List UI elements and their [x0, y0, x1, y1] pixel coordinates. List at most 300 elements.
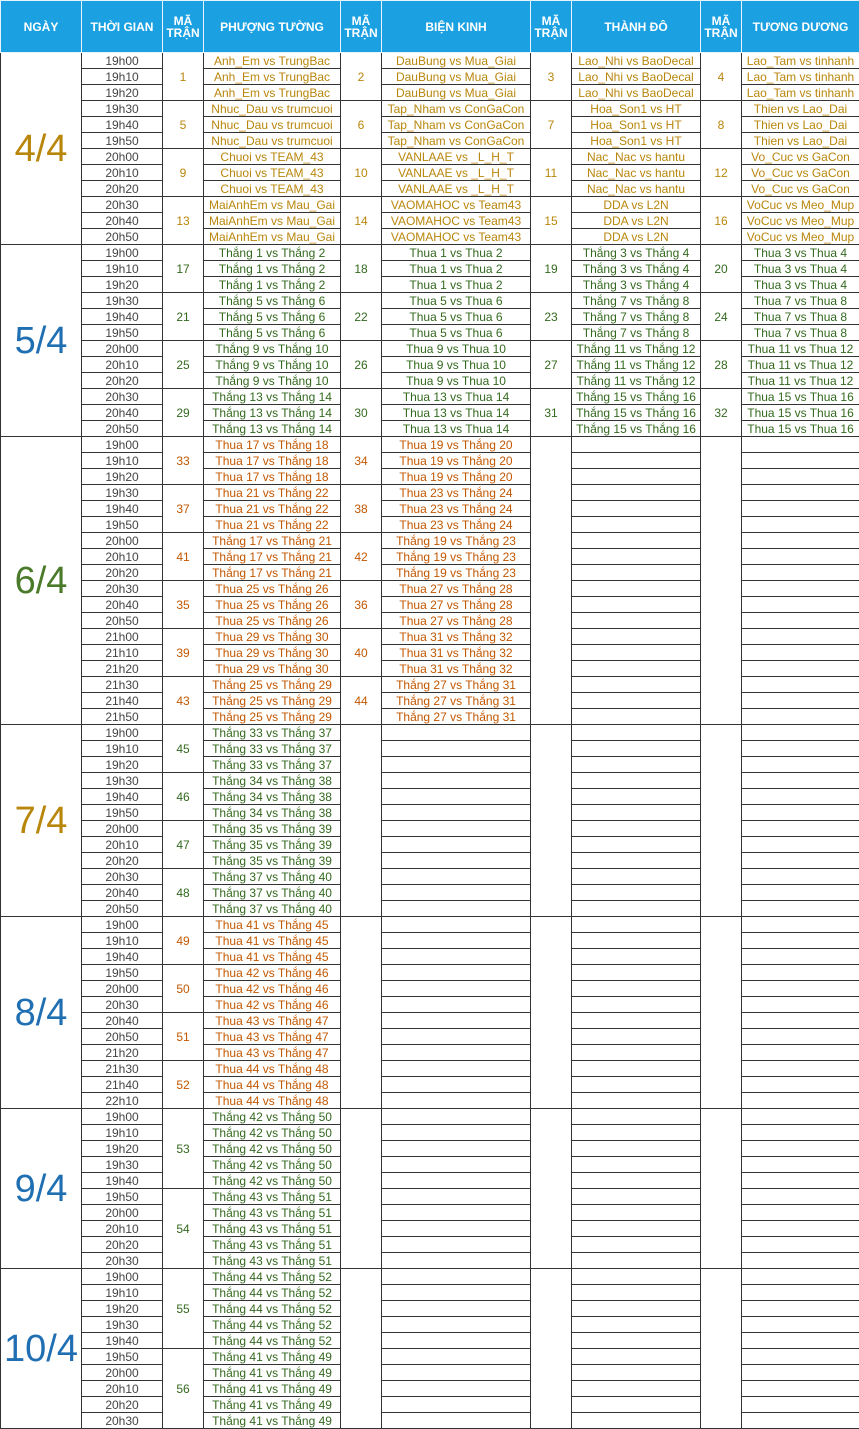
schedule-row	[1, 341, 859, 357]
match-cell	[572, 1077, 701, 1093]
match-cell	[572, 1141, 701, 1157]
match-cell: Thua 1 vs Thua 2	[382, 245, 531, 261]
match-cell: Thắng 44 vs Thắng 52	[204, 1333, 341, 1349]
match-time: 20h20	[82, 1237, 163, 1253]
match-code: 24	[701, 293, 742, 341]
match-cell: Thua 1 vs Thua 2	[382, 277, 531, 293]
match-cell	[572, 933, 701, 949]
match-time: 21h20	[82, 1045, 163, 1061]
match-cell: Thua 9 vs Thua 10	[382, 373, 531, 389]
match-code	[701, 725, 742, 917]
match-cell	[382, 901, 531, 917]
match-cell	[572, 789, 701, 805]
match-cell: Thắng 43 vs Thắng 51	[204, 1253, 341, 1269]
match-cell: Thắng 3 vs Thắng 4	[572, 245, 701, 261]
match-cell: Lao_Tam vs tinhanh	[742, 85, 859, 101]
match-time: 20h10	[82, 165, 163, 181]
match-cell: Thắng 41 vs Thắng 49	[204, 1365, 341, 1381]
match-cell: Thắng 15 vs Thắng 16	[572, 421, 701, 437]
match-time: 19h10	[82, 933, 163, 949]
match-cell: Thắng 27 vs Thắng 31	[382, 693, 531, 709]
schedule-row	[1, 389, 859, 405]
match-cell	[572, 1205, 701, 1221]
match-cell: MaiAnhEm vs Mau_Gai	[204, 229, 341, 245]
match-cell: Thắng 13 vs Thắng 14	[204, 421, 341, 437]
match-time: 19h30	[82, 485, 163, 501]
match-cell	[572, 1189, 701, 1205]
match-time: 20h40	[82, 213, 163, 229]
match-cell	[382, 1125, 531, 1141]
match-cell: Thua 11 vs Thua 12	[742, 373, 859, 389]
match-code	[701, 917, 742, 1109]
match-cell: VAOMAHOC vs Team43	[382, 197, 531, 213]
match-cell: Thua 44 vs Thắng 48	[204, 1061, 341, 1077]
match-code: 16	[701, 197, 742, 245]
match-cell: Thắng 1 vs Thắng 2	[204, 277, 341, 293]
match-cell: Thua 42 vs Thắng 46	[204, 981, 341, 997]
match-cell: DDA vs L2N	[572, 197, 701, 213]
match-cell: Thắng 42 vs Thắng 50	[204, 1173, 341, 1189]
match-code	[341, 725, 382, 917]
match-cell: Thắng 17 vs Thắng 21	[204, 565, 341, 581]
match-cell	[572, 1061, 701, 1077]
match-code: 40	[341, 629, 382, 677]
match-time: 20h10	[82, 1221, 163, 1237]
match-cell	[572, 1397, 701, 1413]
match-code: 51	[163, 1013, 204, 1061]
match-cell: Thắng 33 vs Thắng 37	[204, 741, 341, 757]
schedule-row	[1, 293, 859, 309]
match-code	[701, 437, 742, 725]
match-cell: Tap_Nham vs ConGaCon	[382, 117, 531, 133]
match-cell	[572, 1413, 701, 1429]
match-cell	[572, 1349, 701, 1365]
match-cell: Thua 44 vs Thắng 48	[204, 1093, 341, 1109]
match-cell	[572, 549, 701, 565]
match-time: 19h20	[82, 277, 163, 293]
match-cell	[742, 1269, 859, 1285]
match-cell: Thắng 17 vs Thắng 21	[204, 533, 341, 549]
match-cell: Thắng 3 vs Thắng 4	[572, 261, 701, 277]
match-cell: Thắng 7 vs Thắng 8	[572, 325, 701, 341]
match-cell: Thắng 3 vs Thắng 4	[572, 277, 701, 293]
match-cell: Lao_Nhi vs BaoDecal	[572, 53, 701, 69]
match-cell	[572, 1253, 701, 1269]
match-cell: Thắng 19 vs Thắng 23	[382, 549, 531, 565]
match-cell	[742, 613, 859, 629]
match-cell	[742, 1045, 859, 1061]
match-cell	[382, 789, 531, 805]
match-cell	[382, 757, 531, 773]
schedule-row	[1, 725, 859, 741]
match-cell: VoCuc vs Meo_Mup	[742, 229, 859, 245]
match-cell	[742, 741, 859, 757]
match-cell: Thắng 9 vs Thắng 10	[204, 357, 341, 373]
match-cell	[742, 1141, 859, 1157]
match-cell	[382, 1093, 531, 1109]
match-cell	[742, 917, 859, 933]
match-cell: Thien vs Lao_Dai	[742, 117, 859, 133]
match-cell: Thắng 1 vs Thắng 2	[204, 245, 341, 261]
match-code	[531, 917, 572, 1109]
match-code: 1	[163, 53, 204, 101]
match-time: 20h30	[82, 389, 163, 405]
match-cell	[742, 869, 859, 885]
match-code	[531, 725, 572, 917]
match-cell	[572, 677, 701, 693]
match-code	[531, 437, 572, 725]
match-cell	[742, 1189, 859, 1205]
match-time: 20h40	[82, 885, 163, 901]
match-code	[531, 1109, 572, 1269]
match-cell: Thắng 11 vs Thắng 12	[572, 373, 701, 389]
match-cell: Vo_Cuc vs GaCon	[742, 181, 859, 197]
match-time: 20h00	[82, 341, 163, 357]
match-cell: Lao_Nhi vs BaoDecal	[572, 69, 701, 85]
match-cell	[382, 933, 531, 949]
match-cell	[742, 1093, 859, 1109]
match-time: 19h10	[82, 453, 163, 469]
match-cell	[382, 885, 531, 901]
schedule-row	[1, 101, 859, 117]
match-cell	[742, 837, 859, 853]
match-time: 21h40	[82, 1077, 163, 1093]
match-cell: Chuoi vs TEAM_43	[204, 149, 341, 165]
match-cell	[742, 677, 859, 693]
match-time: 19h00	[82, 1109, 163, 1125]
match-cell: Thắng 15 vs Thắng 16	[572, 389, 701, 405]
match-cell: Thắng 27 vs Thắng 31	[382, 709, 531, 725]
match-cell	[382, 1173, 531, 1189]
match-cell: Thua 42 vs Thắng 46	[204, 965, 341, 981]
match-code: 23	[531, 293, 572, 341]
match-cell	[382, 725, 531, 741]
header-code: MÃ TRẬN	[701, 1, 742, 53]
match-time: 20h00	[82, 1205, 163, 1221]
schedule-row	[1, 437, 859, 453]
match-cell	[572, 597, 701, 613]
match-cell	[742, 629, 859, 645]
match-cell	[742, 1205, 859, 1221]
match-cell: Thắng 9 vs Thắng 10	[204, 373, 341, 389]
match-code: 42	[341, 533, 382, 581]
match-cell	[382, 1141, 531, 1157]
schedule-row	[1, 149, 859, 165]
match-code: 46	[163, 773, 204, 821]
match-cell	[572, 1237, 701, 1253]
match-code: 26	[341, 341, 382, 389]
match-cell: Thua 41 vs Thắng 45	[204, 933, 341, 949]
match-time: 19h50	[82, 133, 163, 149]
match-cell: Thua 13 vs Thua 14	[382, 421, 531, 437]
match-cell	[572, 517, 701, 533]
match-cell: Thua 42 vs Thắng 46	[204, 997, 341, 1013]
match-cell: Thắng 34 vs Thắng 38	[204, 789, 341, 805]
match-cell	[572, 1381, 701, 1397]
match-cell: Thua 27 vs Thắng 28	[382, 581, 531, 597]
match-cell: Thắng 25 vs Thắng 29	[204, 693, 341, 709]
match-time: 19h40	[82, 309, 163, 325]
match-cell: Thắng 44 vs Thắng 52	[204, 1301, 341, 1317]
match-cell	[382, 1029, 531, 1045]
match-cell: Thắng 27 vs Thắng 31	[382, 677, 531, 693]
match-cell: Nac_Nac vs hantu	[572, 165, 701, 181]
match-cell	[572, 469, 701, 485]
match-cell: MaiAnhEm vs Mau_Gai	[204, 213, 341, 229]
schedule-body	[1, 53, 859, 1429]
match-cell: Thắng 44 vs Thắng 52	[204, 1269, 341, 1285]
match-cell	[742, 725, 859, 741]
match-cell	[572, 693, 701, 709]
match-cell: Thua 19 vs Thắng 20	[382, 453, 531, 469]
match-cell	[742, 965, 859, 981]
match-cell: Thắng 5 vs Thắng 6	[204, 293, 341, 309]
match-time: 20h40	[82, 1013, 163, 1029]
header-venue: PHƯỢNG TƯỜNG	[204, 1, 341, 53]
match-cell	[742, 533, 859, 549]
match-cell: Hoa_Son1 vs HT	[572, 133, 701, 149]
match-cell: Chuoi vs TEAM_43	[204, 181, 341, 197]
match-code: 11	[531, 149, 572, 197]
match-cell: Thắng 9 vs Thắng 10	[204, 341, 341, 357]
match-cell	[572, 853, 701, 869]
match-cell: Thua 17 vs Thắng 18	[204, 437, 341, 453]
match-cell	[382, 1413, 531, 1429]
match-cell	[572, 1301, 701, 1317]
match-code: 44	[341, 677, 382, 725]
match-cell: Thắng 34 vs Thắng 38	[204, 773, 341, 789]
match-cell: Lao_Nhi vs BaoDecal	[572, 85, 701, 101]
match-code	[701, 1109, 742, 1269]
match-cell: Thắng 11 vs Thắng 12	[572, 357, 701, 373]
match-cell: Lao_Tam vs tinhanh	[742, 53, 859, 69]
match-cell: Thua 31 vs Thắng 32	[382, 661, 531, 677]
match-time: 19h00	[82, 917, 163, 933]
match-code: 54	[163, 1189, 204, 1269]
match-cell	[572, 1029, 701, 1045]
match-cell	[572, 805, 701, 821]
match-cell	[572, 901, 701, 917]
match-time: 19h30	[82, 1157, 163, 1173]
day-label: 6/4	[1, 437, 82, 725]
match-code	[341, 1269, 382, 1429]
match-cell: DauBung vs Mua_Giai	[382, 85, 531, 101]
match-time: 21h10	[82, 645, 163, 661]
match-cell	[742, 805, 859, 821]
match-cell	[382, 965, 531, 981]
match-code: 6	[341, 101, 382, 149]
match-time: 20h00	[82, 533, 163, 549]
match-code: 12	[701, 149, 742, 197]
schedule-row	[1, 1109, 859, 1125]
match-time: 19h10	[82, 261, 163, 277]
header-venue: BIỆN KINH	[382, 1, 531, 53]
day-label: 9/4	[1, 1109, 82, 1269]
match-code: 17	[163, 245, 204, 293]
match-cell: Thắng 37 vs Thắng 40	[204, 885, 341, 901]
match-cell: Thắng 5 vs Thắng 6	[204, 325, 341, 341]
match-code	[531, 1269, 572, 1429]
match-time: 20h10	[82, 549, 163, 565]
match-cell: Thua 1 vs Thua 2	[382, 261, 531, 277]
match-cell: Thua 25 vs Thắng 26	[204, 581, 341, 597]
match-cell	[572, 709, 701, 725]
match-cell	[382, 1013, 531, 1029]
schedule-header	[1, 1, 859, 53]
match-cell: Thua 23 vs Thắng 24	[382, 485, 531, 501]
day-label: 8/4	[1, 917, 82, 1109]
schedule-row	[1, 53, 859, 69]
match-time: 19h20	[82, 85, 163, 101]
match-cell: DauBung vs Mua_Giai	[382, 69, 531, 85]
match-time: 19h00	[82, 53, 163, 69]
match-cell	[572, 1045, 701, 1061]
match-cell: Lao_Tam vs tinhanh	[742, 69, 859, 85]
match-cell: Thua 15 vs Thua 16	[742, 389, 859, 405]
match-cell	[572, 581, 701, 597]
day-label: 5/4	[1, 245, 82, 437]
match-cell: Thắng 1 vs Thắng 2	[204, 261, 341, 277]
match-cell	[572, 501, 701, 517]
match-time: 19h40	[82, 501, 163, 517]
match-time: 21h30	[82, 677, 163, 693]
match-cell	[742, 1013, 859, 1029]
match-cell	[572, 773, 701, 789]
match-time: 20h00	[82, 821, 163, 837]
schedule-row	[1, 245, 859, 261]
match-cell	[742, 933, 859, 949]
match-time: 20h00	[82, 1365, 163, 1381]
match-cell	[572, 1109, 701, 1125]
header-time: THỜI GIAN	[82, 1, 163, 53]
match-cell	[572, 981, 701, 997]
match-cell: Thua 3 vs Thua 4	[742, 245, 859, 261]
match-time: 19h50	[82, 805, 163, 821]
match-cell: Thua 44 vs Thắng 48	[204, 1077, 341, 1093]
match-cell	[742, 517, 859, 533]
match-cell	[742, 1173, 859, 1189]
match-time: 20h20	[82, 853, 163, 869]
match-cell: Thua 11 vs Thua 12	[742, 357, 859, 373]
match-cell	[742, 645, 859, 661]
match-cell	[742, 709, 859, 725]
match-cell	[742, 1317, 859, 1333]
match-cell: Tap_Nham vs ConGaCon	[382, 133, 531, 149]
match-code: 56	[163, 1349, 204, 1429]
match-cell: Thắng 35 vs Thắng 39	[204, 837, 341, 853]
day-label: 10/4	[1, 1269, 82, 1429]
match-cell	[382, 1381, 531, 1397]
match-time: 19h40	[82, 117, 163, 133]
day-label: 7/4	[1, 725, 82, 917]
match-time: 19h10	[82, 1125, 163, 1141]
match-cell	[742, 469, 859, 485]
match-cell	[382, 853, 531, 869]
match-cell	[572, 965, 701, 981]
header-day: NGÀY	[1, 1, 82, 53]
match-cell	[742, 789, 859, 805]
match-cell: MaiAnhEm vs Mau_Gai	[204, 197, 341, 213]
match-cell: Thua 29 vs Thắng 30	[204, 661, 341, 677]
match-time: 19h10	[82, 69, 163, 85]
match-time: 19h30	[82, 1317, 163, 1333]
match-code: 47	[163, 821, 204, 869]
match-cell: VoCuc vs Meo_Mup	[742, 213, 859, 229]
match-cell	[382, 1365, 531, 1381]
match-cell	[742, 1221, 859, 1237]
match-cell	[742, 997, 859, 1013]
match-cell	[572, 1157, 701, 1173]
header-venue: TƯƠNG DƯƠNG	[742, 1, 859, 53]
match-cell: Thắng 7 vs Thắng 8	[572, 309, 701, 325]
match-code	[341, 917, 382, 1109]
match-cell	[572, 885, 701, 901]
match-code: 15	[531, 197, 572, 245]
header-row	[1, 1, 859, 53]
match-code: 55	[163, 1269, 204, 1349]
match-cell: Thua 19 vs Thắng 20	[382, 469, 531, 485]
match-time: 21h20	[82, 661, 163, 677]
match-cell: Thua 41 vs Thắng 45	[204, 949, 341, 965]
header-venue: THÀNH ĐÔ	[572, 1, 701, 53]
match-cell: Thắng 42 vs Thắng 50	[204, 1157, 341, 1173]
match-cell	[742, 885, 859, 901]
match-cell	[742, 853, 859, 869]
match-cell	[382, 1237, 531, 1253]
match-cell: Thắng 41 vs Thắng 49	[204, 1381, 341, 1397]
match-cell: Thắng 33 vs Thắng 37	[204, 757, 341, 773]
match-cell	[742, 549, 859, 565]
match-time: 20h00	[82, 981, 163, 997]
match-code: 10	[341, 149, 382, 197]
match-cell: Nhuc_Dau vs trumcuoi	[204, 101, 341, 117]
match-cell: Thua 19 vs Thắng 20	[382, 437, 531, 453]
match-cell	[382, 821, 531, 837]
match-code: 50	[163, 965, 204, 1013]
match-code: 3	[531, 53, 572, 101]
match-code: 5	[163, 101, 204, 149]
match-cell: Hoa_Son1 vs HT	[572, 117, 701, 133]
match-cell: Thắng 42 vs Thắng 50	[204, 1125, 341, 1141]
match-cell: Thua 5 vs Thua 6	[382, 293, 531, 309]
match-time: 20h00	[82, 149, 163, 165]
match-cell	[742, 901, 859, 917]
match-cell: VANLAAE vs _L_H_T	[382, 165, 531, 181]
match-cell	[382, 949, 531, 965]
match-cell	[572, 1285, 701, 1301]
match-cell	[382, 1333, 531, 1349]
match-time: 20h30	[82, 869, 163, 885]
match-time: 20h20	[82, 1397, 163, 1413]
match-time: 19h40	[82, 1173, 163, 1189]
match-cell	[742, 1253, 859, 1269]
match-code: 43	[163, 677, 204, 725]
match-cell	[572, 629, 701, 645]
match-time: 20h20	[82, 565, 163, 581]
match-cell	[742, 1125, 859, 1141]
match-cell: Thắng 13 vs Thắng 14	[204, 389, 341, 405]
match-time: 19h40	[82, 1333, 163, 1349]
match-cell: Thắng 35 vs Thắng 39	[204, 821, 341, 837]
match-cell: Thua 13 vs Thua 14	[382, 389, 531, 405]
match-cell: Anh_Em vs TrungBac	[204, 69, 341, 85]
match-cell: Thua 13 vs Thua 14	[382, 405, 531, 421]
match-time: 19h50	[82, 1189, 163, 1205]
match-cell: Thắng 43 vs Thắng 51	[204, 1205, 341, 1221]
match-code: 9	[163, 149, 204, 197]
match-cell	[742, 1029, 859, 1045]
match-cell: Thua 17 vs Thắng 18	[204, 469, 341, 485]
